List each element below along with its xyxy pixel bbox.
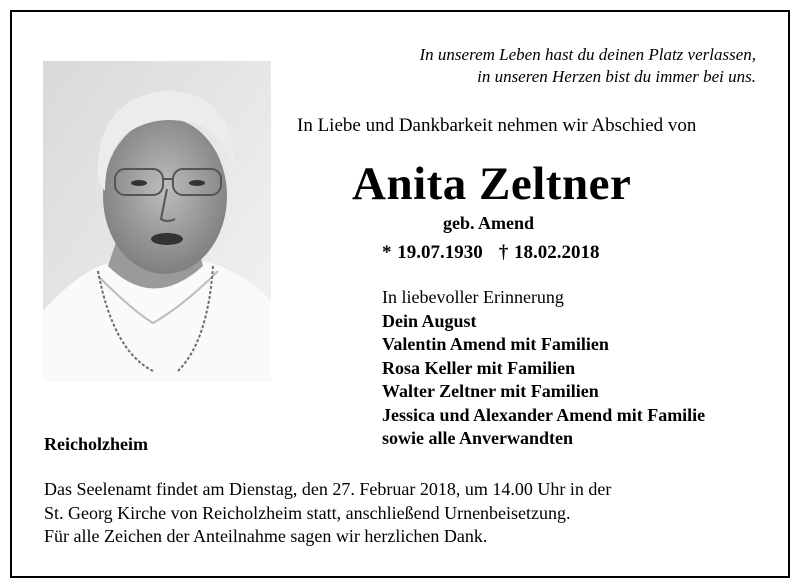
portrait-illustration xyxy=(43,61,271,382)
mourner-line: Jessica und Alexander Amend mit Familie xyxy=(382,404,706,425)
mourner-line: Rosa Keller mit Familien xyxy=(382,357,576,378)
birth-date: * 19.07.1930 xyxy=(382,242,483,263)
farewell-intro: In Liebe und Dankbarkeit nehmen wir Abschied von xyxy=(297,115,697,136)
notice-line-2: St. Georg Kirche von Reicholzheim statt, anschließend Urnenbeisetzung. xyxy=(44,502,571,523)
life-dates xyxy=(382,242,600,264)
service-notice xyxy=(44,478,611,549)
memorial-quote xyxy=(420,44,756,88)
memory-lead: In liebevoller Erinnerung xyxy=(382,287,564,307)
notice-line-1: Das Seelenamt findet am Dienstag, den 27. Februar 2018, um 14.00 Uhr in der xyxy=(44,479,612,499)
mourners-block xyxy=(382,286,705,451)
death-date: † 18.02.2018 xyxy=(498,242,600,263)
quote-line-2: in unseren Herzen bist du immer bei uns. xyxy=(477,67,756,86)
deceased-name: Anita Zeltner xyxy=(352,158,632,210)
quote-line-1: In unserem Leben hast du deinen Platz verlassen, xyxy=(419,45,756,64)
notice-line-3: Für alle Zeichen der Anteilnahme sagen wir herzlichen Dank. xyxy=(44,526,488,546)
mourner-line: sowie alle Anverwandten xyxy=(382,428,573,448)
birth-name: geb. Amend xyxy=(443,213,535,233)
mourner-line: Walter Zeltner mit Familien xyxy=(382,381,599,401)
portrait-photo xyxy=(43,61,271,382)
mourner-line: Valentin Amend mit Familien xyxy=(382,334,609,354)
place-name: Reicholzheim xyxy=(44,434,148,454)
mourner-line: Dein August xyxy=(382,310,477,331)
